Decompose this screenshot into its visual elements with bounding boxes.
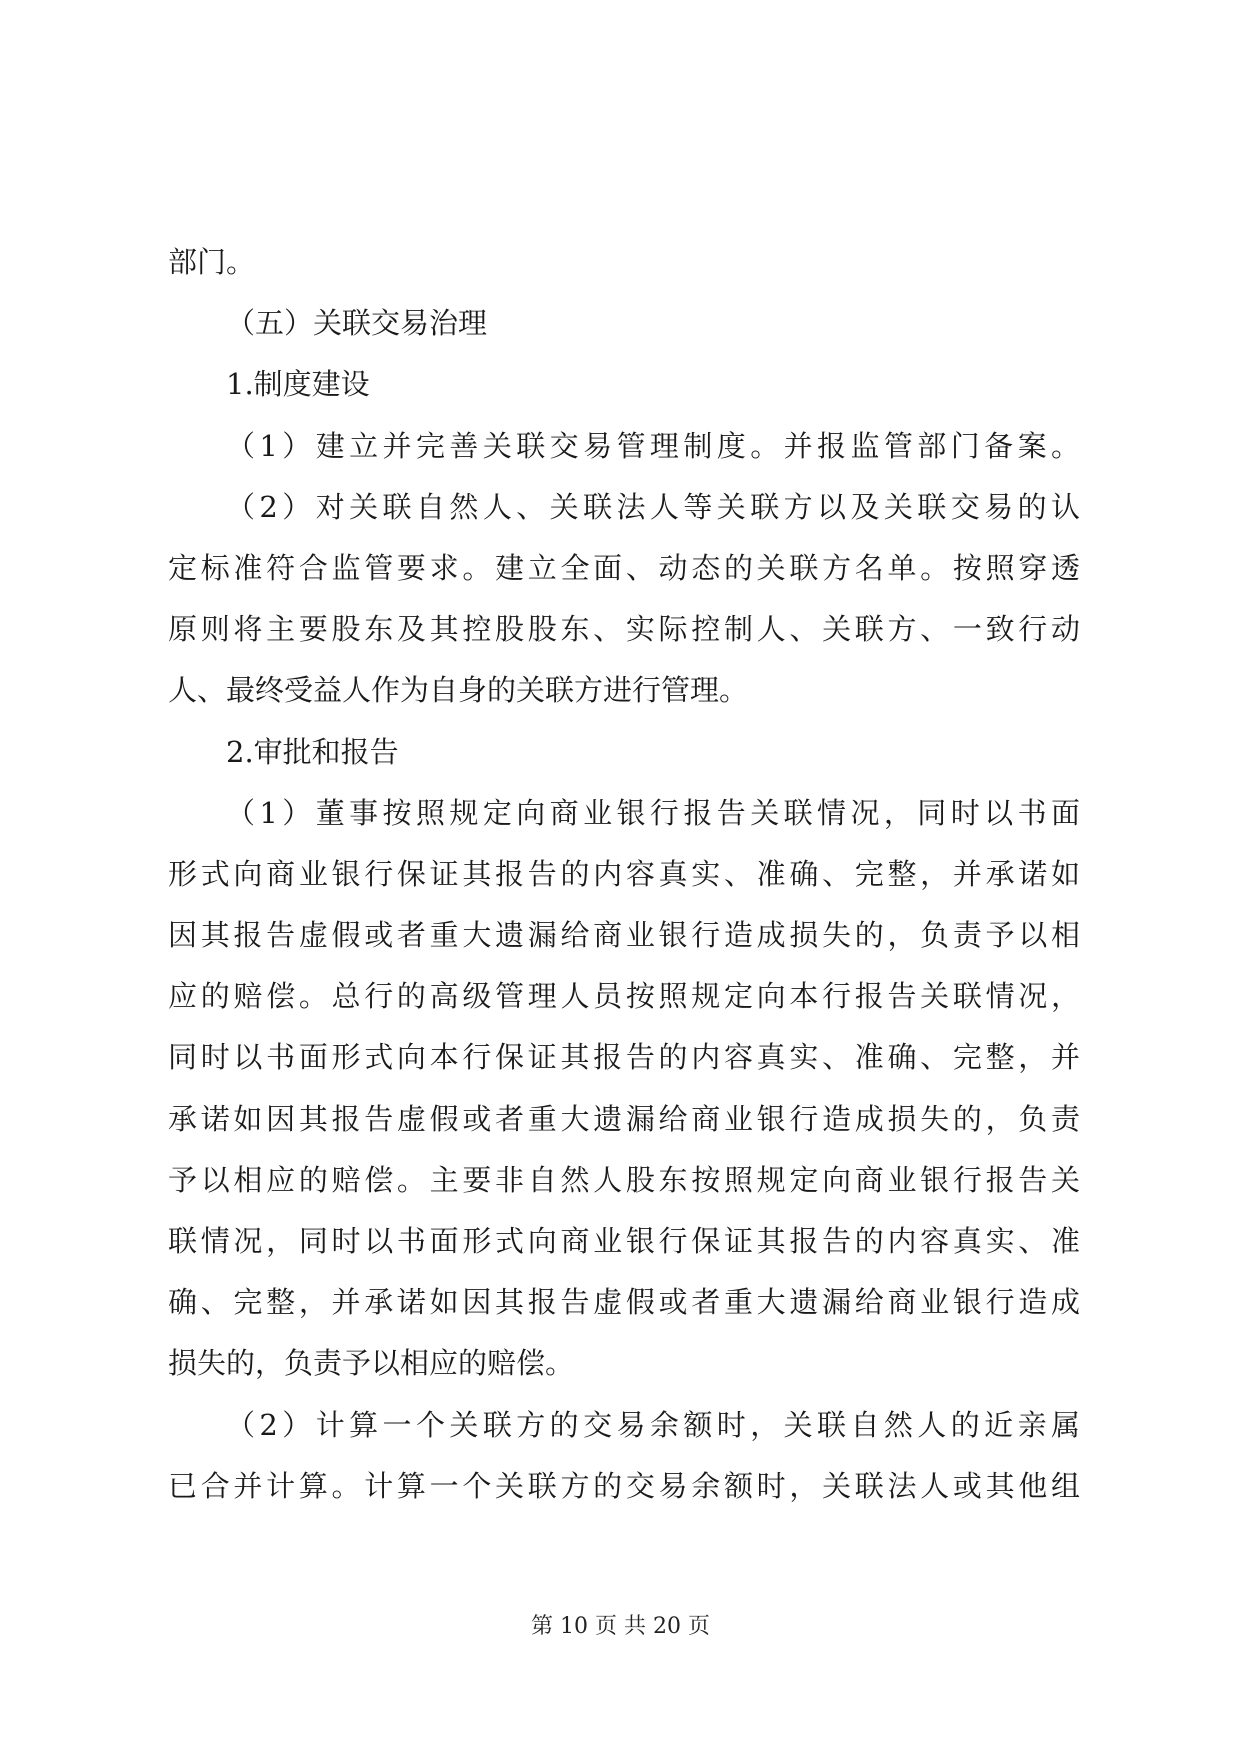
text-line: 人、最终受益人作为自身的关联方进行管理。 — [168, 673, 749, 708]
body-text — [168, 232, 1080, 1517]
text-line: 已合并计算。计算一个关联方的交易余额时，关联法人或其他组 — [168, 1468, 1080, 1503]
text-line: 部门。 — [168, 245, 256, 279]
text-line: 承诺如因其报告虚假或者重大遗漏给商业银行造成损失的，负责 — [168, 1101, 1080, 1136]
text-line: 2.审批和报告 — [226, 734, 399, 769]
text-line: 应的赔偿。总行的高级管理人员按照规定向本行报告关联情况， — [168, 979, 1080, 1014]
page-footer: 第 10 页 共 20 页 — [531, 1614, 710, 1639]
text-line: （2）对关联自然人、关联法人等关联方以及关联交易的认 — [226, 489, 1080, 524]
text-line: 联情况，同时以书面形式向商业银行保证其报告的内容真实、准 — [168, 1224, 1080, 1258]
text-line: 确、完整，并承诺如因其报告虚假或者重大遗漏给商业银行造成 — [168, 1285, 1080, 1320]
text-line: （五）关联交易治理 — [226, 306, 488, 341]
text-line: （1）董事按照规定向商业银行报告关联情况，同时以书面 — [226, 795, 1080, 830]
text-line: （2）计算一个关联方的交易余额时，关联自然人的近亲属 — [226, 1407, 1080, 1442]
text-line: （1）建立并完善关联交易管理制度。并报监管部门备案。 — [226, 428, 1080, 463]
text-line: 原则将主要股东及其控股股东、实际控制人、关联方、一致行动 — [168, 612, 1080, 647]
text-line: 1.制度建设 — [226, 367, 370, 402]
text-line: 定标准符合监管要求。建立全面、动态的关联方名单。按照穿透 — [168, 550, 1080, 585]
text-line: 予以相应的赔偿。主要非自然人股东按照规定向商业银行报告关 — [168, 1162, 1080, 1197]
text-line: 同时以书面形式向本行保证其报告的内容真实、准确、完整，并 — [168, 1040, 1080, 1075]
text-line: 形式向商业银行保证其报告的内容真实、准确、完整，并承诺如 — [168, 856, 1080, 891]
text-line: 因其报告虚假或者重大遗漏给商业银行造成损失的，负责予以相 — [168, 918, 1080, 953]
text-line: 损失的，负责予以相应的赔偿。 — [168, 1346, 575, 1381]
